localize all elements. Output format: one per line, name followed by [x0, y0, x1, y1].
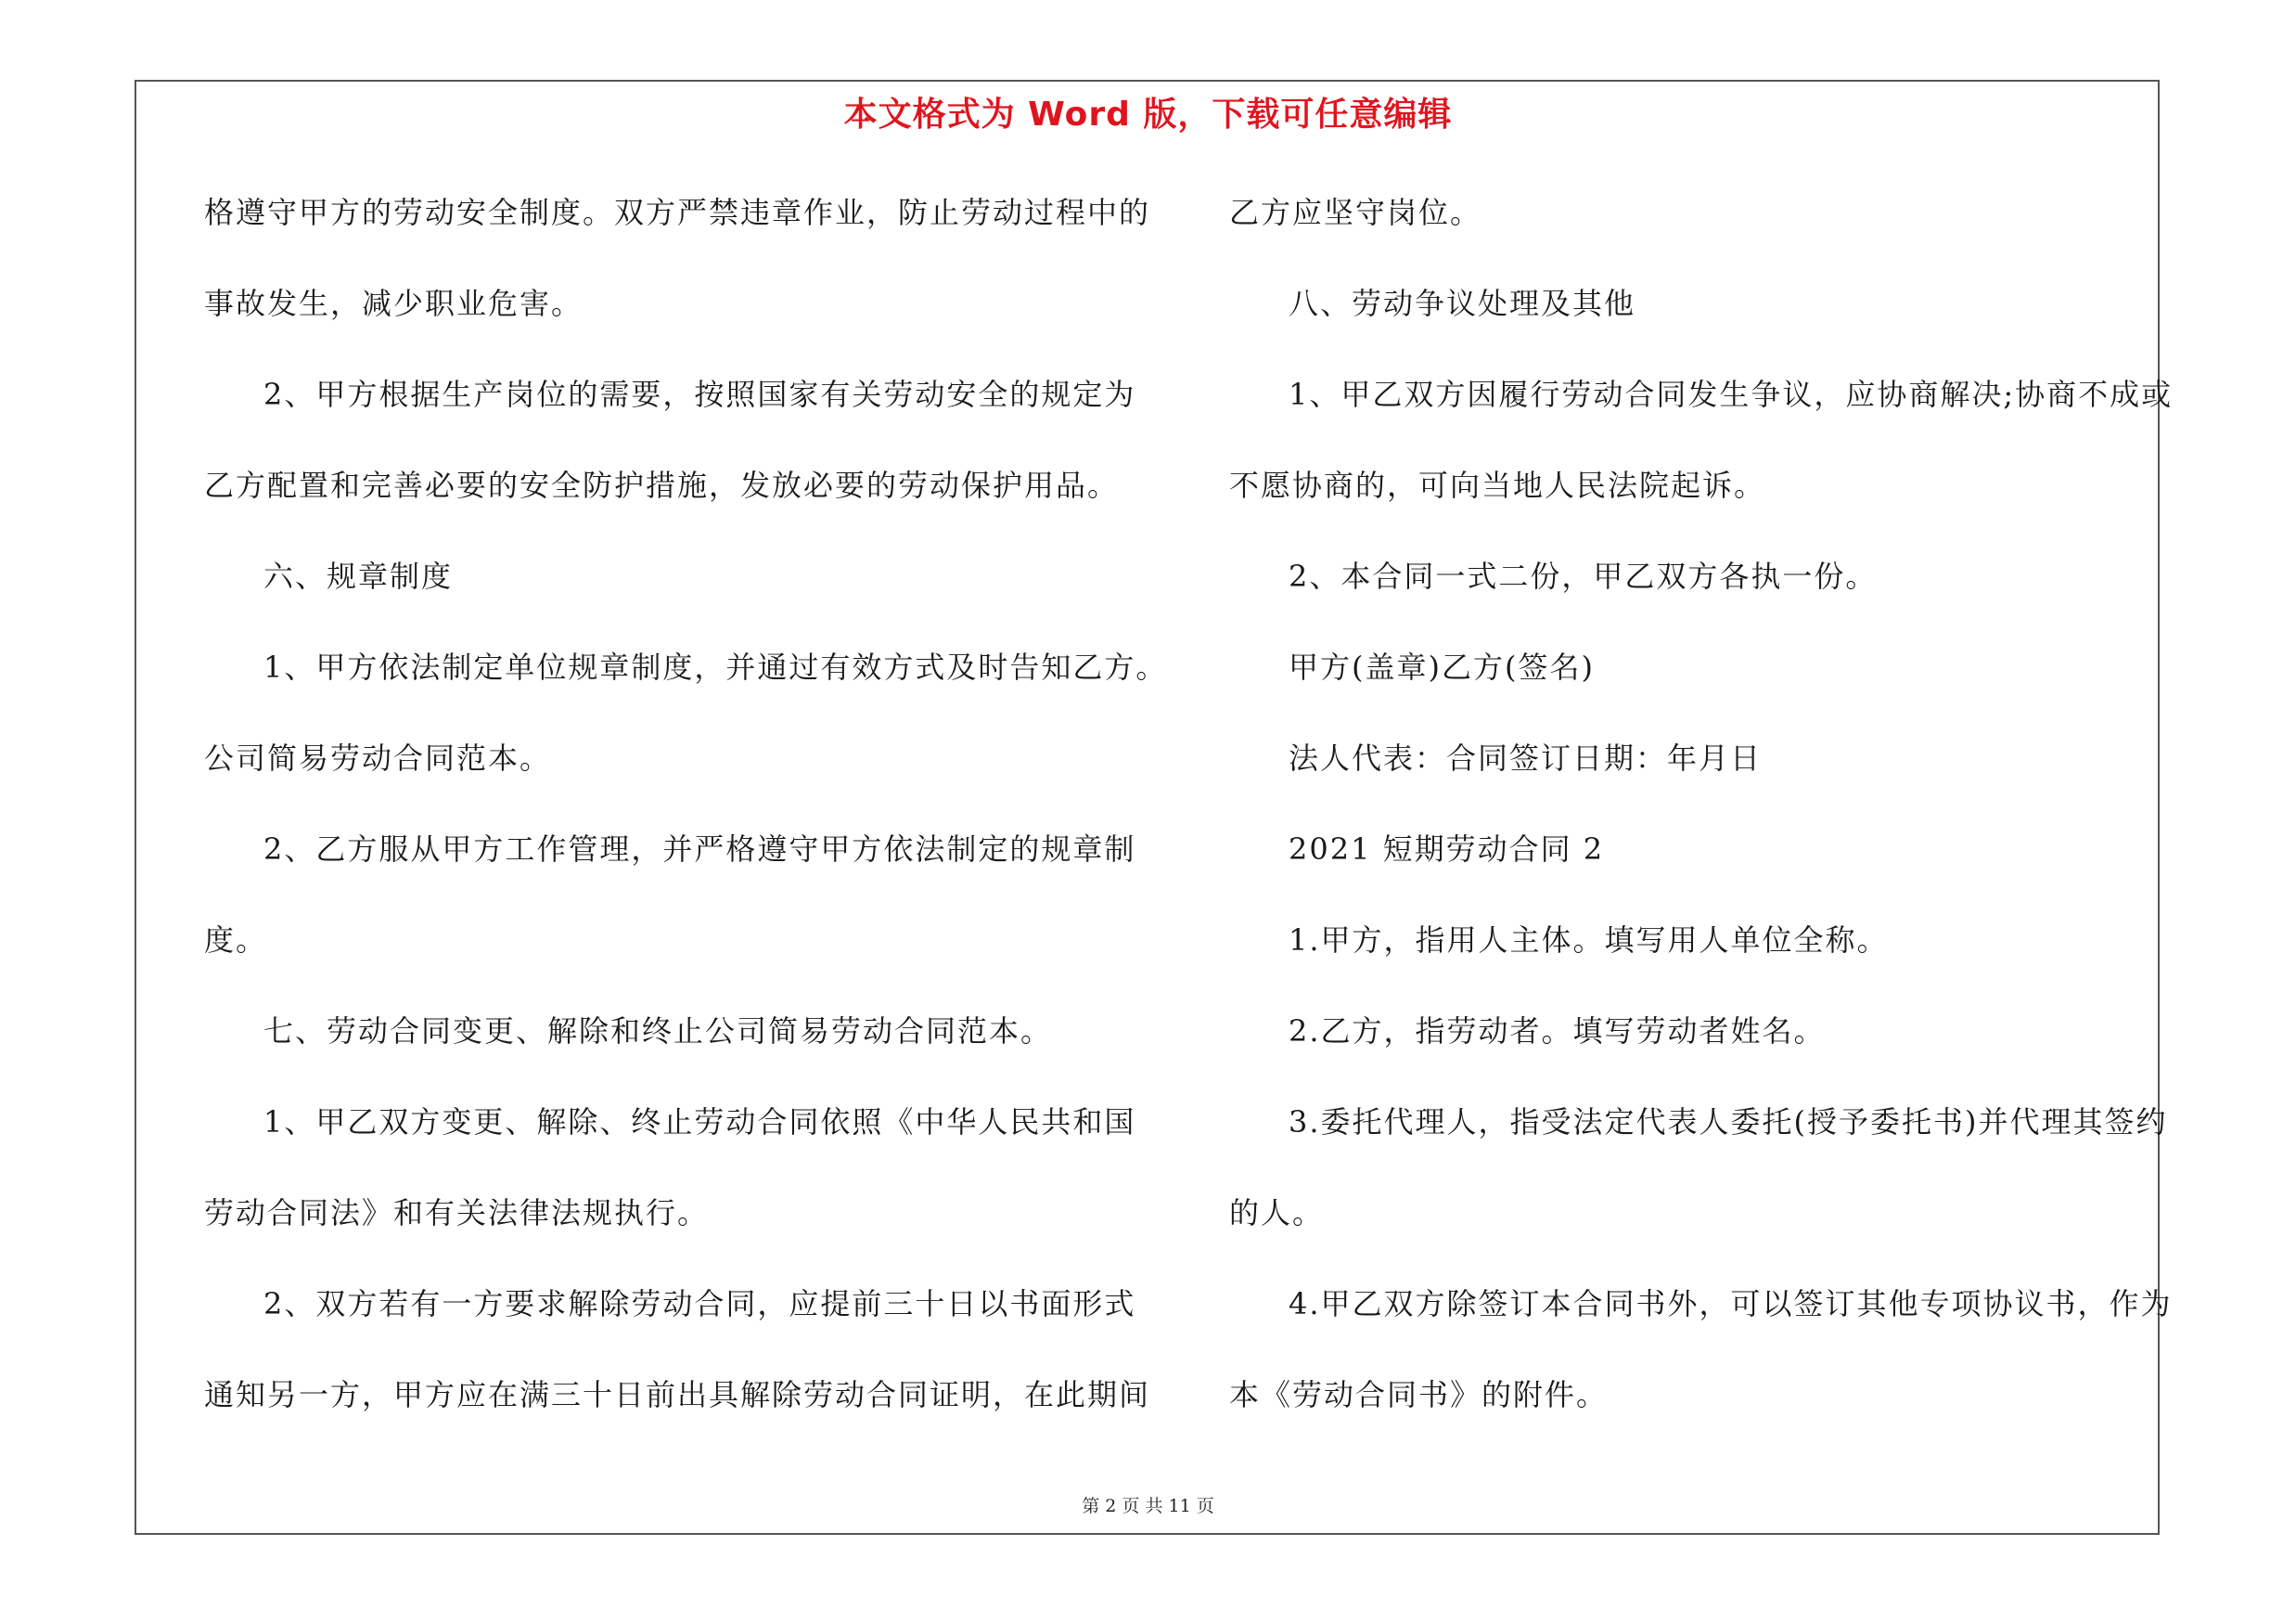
text-line: 2.乙方，指劳动者。填写劳动者姓名。 [1289, 1013, 1826, 1049]
text-line: 1.甲方，指用人主体。填写用人单位全称。 [1289, 922, 1889, 958]
signature-date-line: 法人代表：合同签订日期：年月日 [1289, 741, 1763, 776]
section-heading: 2021 短期劳动合同 2 [1289, 831, 1605, 867]
left-column [204, 182, 1168, 1455]
text-line: 度。 [204, 922, 268, 958]
text-line: 2、甲方根据生产岗位的需要，按照国家有关劳动安全的规定为 [263, 377, 1136, 412]
text-line: 不愿协商的，可向当地人民法院起诉。 [1229, 468, 1766, 503]
right-column [1229, 182, 2174, 1455]
text-line: 乙方应坚守岗位。 [1229, 195, 1482, 230]
text-line: 2、双方若有一方要求解除劳动合同，应提前三十日以书面形式 [263, 1286, 1136, 1321]
page-number: 第 2 页 共 11 页 [1082, 1496, 1214, 1516]
text-line: 劳动合同法》和有关法律法规执行。 [204, 1195, 710, 1230]
signature-line: 甲方(盖章)乙方(签名) [1289, 650, 1595, 685]
text-line: 的人。 [1229, 1195, 1325, 1230]
text-line: 本《劳动合同书》的附件。 [1229, 1377, 1609, 1412]
text-line: 2、本合同一式二份，甲乙双方各执一份。 [1289, 559, 1878, 594]
text-line: 3.委托代理人，指受法定代表人委托(授予委托书)并代理其签约 [1289, 1104, 2168, 1140]
section-heading: 六、规章制度 [263, 559, 454, 594]
text-line: 1、甲乙双方因履行劳动合同发生争议，应协商解决;协商不成或 [1289, 377, 2174, 412]
text-line: 1、甲方依法制定单位规章制度，并通过有效方式及时告知乙方。 [263, 650, 1168, 685]
text-line: 2、乙方服从甲方工作管理，并严格遵守甲方依法制定的规章制 [263, 831, 1136, 867]
text-line: 格遵守甲方的劳动安全制度。双方严禁违章作业，防止劳动过程中的 [204, 195, 1151, 230]
text-line: 乙方配置和完善必要的安全防护措施，发放必要的劳动保护用品。 [204, 468, 1120, 503]
section-heading: 八、劳动争议处理及其他 [1289, 286, 1636, 321]
text-line: 公司简易劳动合同范本。 [204, 741, 552, 776]
text-line: 通知另一方，甲方应在满三十日前出具解除劳动合同证明，在此期间 [204, 1377, 1151, 1412]
section-heading: 七、劳动合同变更、解除和终止公司简易劳动合同范本。 [263, 1013, 1053, 1049]
text-line: 事故发生，减少职业危害。 [204, 286, 584, 321]
text-line: 1、甲乙双方变更、解除、终止劳动合同依照《中华人民共和国 [263, 1104, 1136, 1140]
format-banner: 本文格式为 Word 版，下载可任意编辑 [843, 96, 1453, 134]
text-line: 4.甲乙双方除签订本合同书外，可以签订其他专项协议书，作为 [1289, 1286, 2173, 1321]
